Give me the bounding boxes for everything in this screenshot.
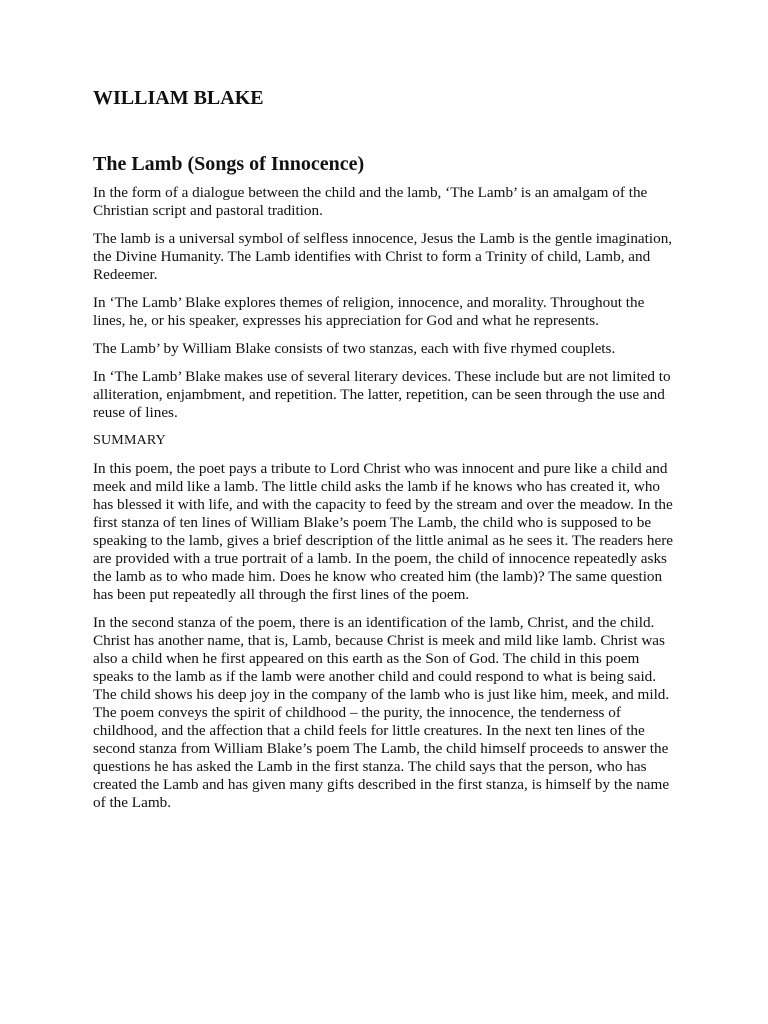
document-page <box>93 86 677 812</box>
poem-title: The Lamb (Songs of Innocence) <box>93 153 365 175</box>
summary-paragraph: In the second stanza of the poem, there is an identification of the lamb, Christ, and the child. Christ has another name, that is, Lamb, because Christ is meek and mild like lamb. Christ was also a child when he first appeared on this earth as the Son of God. The child in this poem speaks to the lamb as if the lamb were another child and could respond to what is being said. The child shows his deep joy in the company of the lamb who is just like him, meek, and mild. The poem conveys the spirit of childhood – the purity, the innocence, the tenderness of childhood, and the affection that a child feels for little creatures. In the next ten lines of the second stanza from William Blake’s poem The Lamb, the child himself proceeds to answer the questions he has asked the Lamb in the first stanza. The child says that the person, who has created the Lamb and has given many gifts described in the first stanza, is himself by the name of the Lamb. <box>93 614 670 811</box>
summary-paragraph: In this poem, the poet pays a tribute to Lord Christ who was innocent and pure like a child and meek and mild like a lamb. The little child asks the lamb if he knows who has created it, who has blessed it with life, and with the capacity to feed by the stream and over the meadow. In the first stanza of ten lines of William Blake’s poem The Lamb, the child who is supposed to be speaking to the lamb, gives a brief description of the little animal as he sees it. The readers here are provided with a true portrait of a lamb. In the poem, the child of innocence repeatedly asks the lamb as to who made him. Does he know who created him (the lamb)? The same question has been put repeatedly all through the first lines of the poem. <box>93 460 674 603</box>
summary-heading: SUMMARY <box>93 433 166 448</box>
author-heading: WILLIAM BLAKE <box>93 87 264 109</box>
intro-paragraph: In the form of a dialogue between the child and the lamb, ‘The Lamb’ is an amalgam of the Christian script and pastoral tradition. <box>93 184 648 219</box>
intro-paragraph: The lamb is a universal symbol of selfless innocence, Jesus the Lamb is the gentle imagination, the Divine Humanity. The Lamb identifies with Christ to form a Trinity of child, Lamb, and Redeemer. <box>93 230 673 283</box>
intro-paragraph: The Lamb’ by William Blake consists of two stanzas, each with five rhymed couplets. <box>93 340 616 357</box>
intro-paragraph: In ‘The Lamb’ Blake explores themes of religion, innocence, and morality. Throughout the lines, he, or his speaker, expresses his appreciation for God and what he represents. <box>93 294 645 329</box>
intro-paragraph: In ‘The Lamb’ Blake makes use of several literary devices. These include but are not limited to alliteration, enjambment, and repetition. The latter, repetition, can be seen through the use and reuse of lines. <box>93 368 671 421</box>
